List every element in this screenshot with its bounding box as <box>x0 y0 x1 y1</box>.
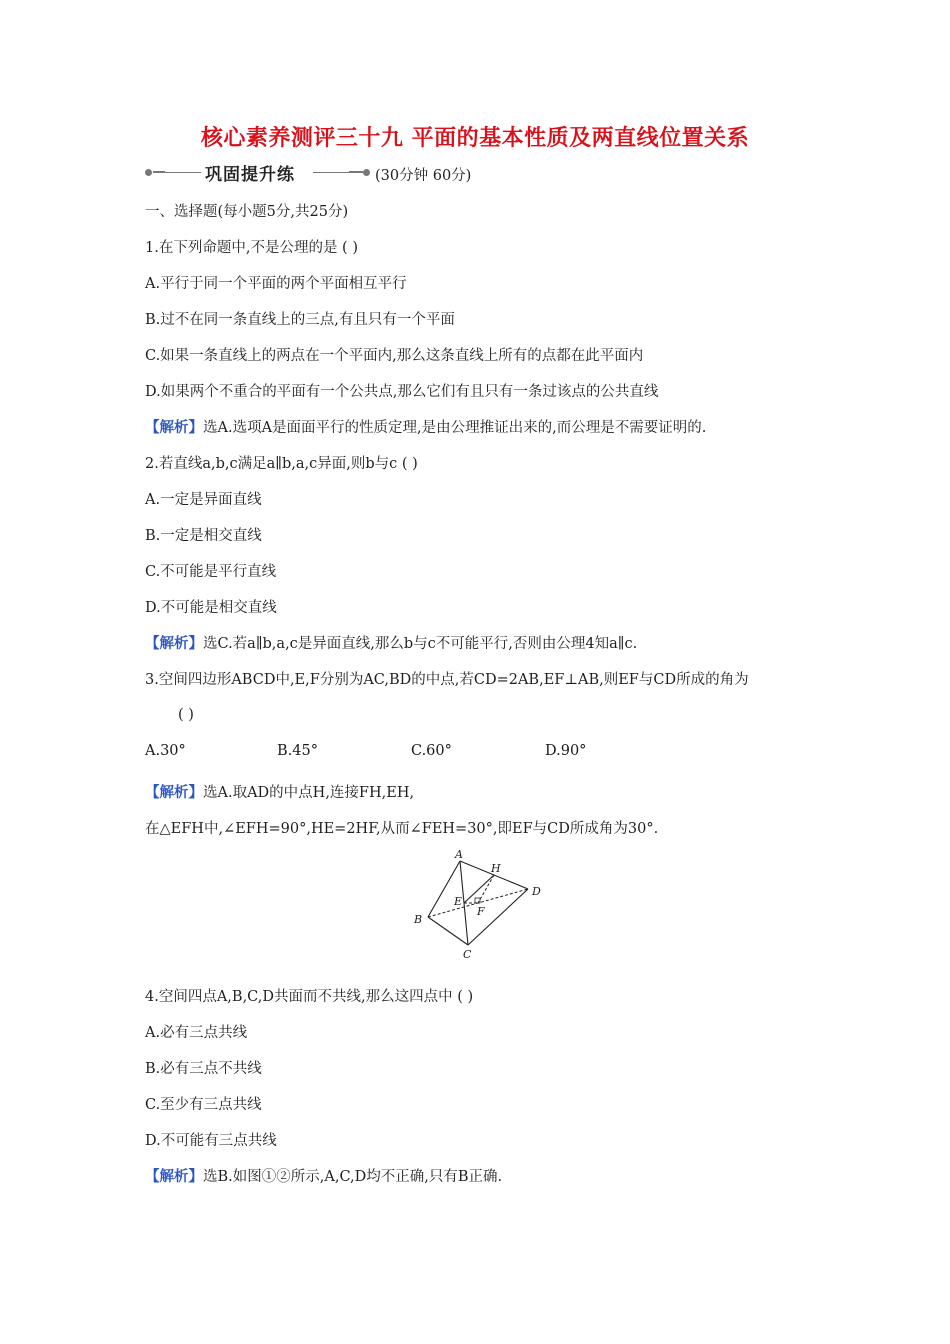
q2-option-a: A.一定是异面直线 <box>145 492 262 508</box>
section-banner <box>145 160 705 186</box>
q3-options <box>145 743 665 763</box>
q2-analysis-text: 选C.若a∥b,a,c是异面直线,那么b与c不可能平行,否则由公理4知a∥c. <box>203 636 638 652</box>
q2-option-d: D.不可能是相交直线 <box>145 600 277 616</box>
label-f: F <box>477 905 485 918</box>
banner-rule-left-thick <box>153 171 165 173</box>
q3-paren: ( ) <box>178 707 194 723</box>
banner-rule-right-thick <box>349 171 363 173</box>
section-time: (30分钟 60分) <box>375 168 472 184</box>
q1-option-b: B.过不在同一条直线上的三点,有且只有一个平面 <box>145 312 455 328</box>
q2-option-b: B.一定是相交直线 <box>145 528 262 544</box>
q3-analysis-line2: 在△EFH中,∠EFH=90°,HE=2HF,从而∠FEH=30°,即EF与CD所成角为30°. <box>145 821 659 837</box>
q2-option-c: C.不可能是平行直线 <box>145 564 277 580</box>
q3-option-a: A.30° <box>145 743 186 759</box>
edge-ab <box>428 861 463 917</box>
part-heading: 一、选择题(每小题5分,共25分) <box>145 204 349 220</box>
q4-option-b: B.必有三点不共线 <box>145 1061 262 1077</box>
analysis-tag: 【解析】 <box>145 420 203 436</box>
label-a: A <box>455 848 463 861</box>
banner-dot-right <box>363 169 370 176</box>
banner-dot-left <box>145 169 152 176</box>
label-h: H <box>491 862 501 875</box>
q3-option-b: B.45° <box>277 743 318 759</box>
q3-option-d: D.90° <box>545 743 587 759</box>
q3-option-c: C.60° <box>411 743 452 759</box>
label-b: B <box>414 913 423 926</box>
edge-bc <box>428 917 468 945</box>
segment-eh <box>464 875 494 903</box>
q4-option-c: C.至少有三点共线 <box>145 1097 262 1113</box>
label-c: C <box>463 948 472 961</box>
q4-option-a: A.必有三点共线 <box>145 1025 248 1041</box>
label-d: D <box>532 885 541 898</box>
banner-rule-right <box>313 172 349 173</box>
q4-option-d: D.不可能有三点共线 <box>145 1133 277 1149</box>
label-e: E <box>454 895 463 908</box>
q2-stem: 2.若直线a,b,c满足a∥b,a,c异面,则b与c ( ) <box>145 456 418 472</box>
q2-analysis <box>145 632 637 653</box>
section-label: 巩固提升练 <box>205 165 295 185</box>
banner-rule-left <box>165 172 201 173</box>
q1-option-c: C.如果一条直线上的两点在一个平面内,那么这条直线上所有的点都在此平面内 <box>145 348 644 364</box>
tetrahedron-figure <box>408 845 558 965</box>
q3-stem: 3.空间四边形ABCD中,E,F分别为AC,BD的中点,若CD=2AB,EF⊥AB,则EF与CD所成的角为 <box>145 672 749 688</box>
q4-analysis-text: 选B.如图①②所示,A,C,D均不正确,只有B正确. <box>203 1169 503 1185</box>
q1-analysis-text: 选A.选项A是面面平行的性质定理,是由公理推证出来的,而公理是不需要证明的. <box>203 420 707 436</box>
q3-analysis <box>145 781 414 802</box>
analysis-tag: 【解析】 <box>145 785 203 801</box>
q3-analysis-text: 选A.取AD的中点H,连接FH,EH, <box>203 785 415 801</box>
q1-analysis <box>145 416 706 437</box>
analysis-tag: 【解析】 <box>145 1169 203 1185</box>
q4-stem: 4.空间四点A,B,C,D共面而不共线,那么这四点中 ( ) <box>145 989 474 1005</box>
q4-analysis <box>145 1165 502 1186</box>
q1-stem: 1.在下列命题中,不是公理的是 ( ) <box>145 240 358 256</box>
q1-option-d: D.如果两个不重合的平面有一个公共点,那么它们有且只有一条过该点的公共直线 <box>145 384 659 400</box>
q1-option-a: A.平行于同一个平面的两个平面相互平行 <box>145 276 407 292</box>
right-angle-mark <box>475 898 480 903</box>
page-title: 核心素养测评三十九 平面的基本性质及两直线位置关系 <box>200 126 750 151</box>
analysis-tag: 【解析】 <box>145 636 203 652</box>
